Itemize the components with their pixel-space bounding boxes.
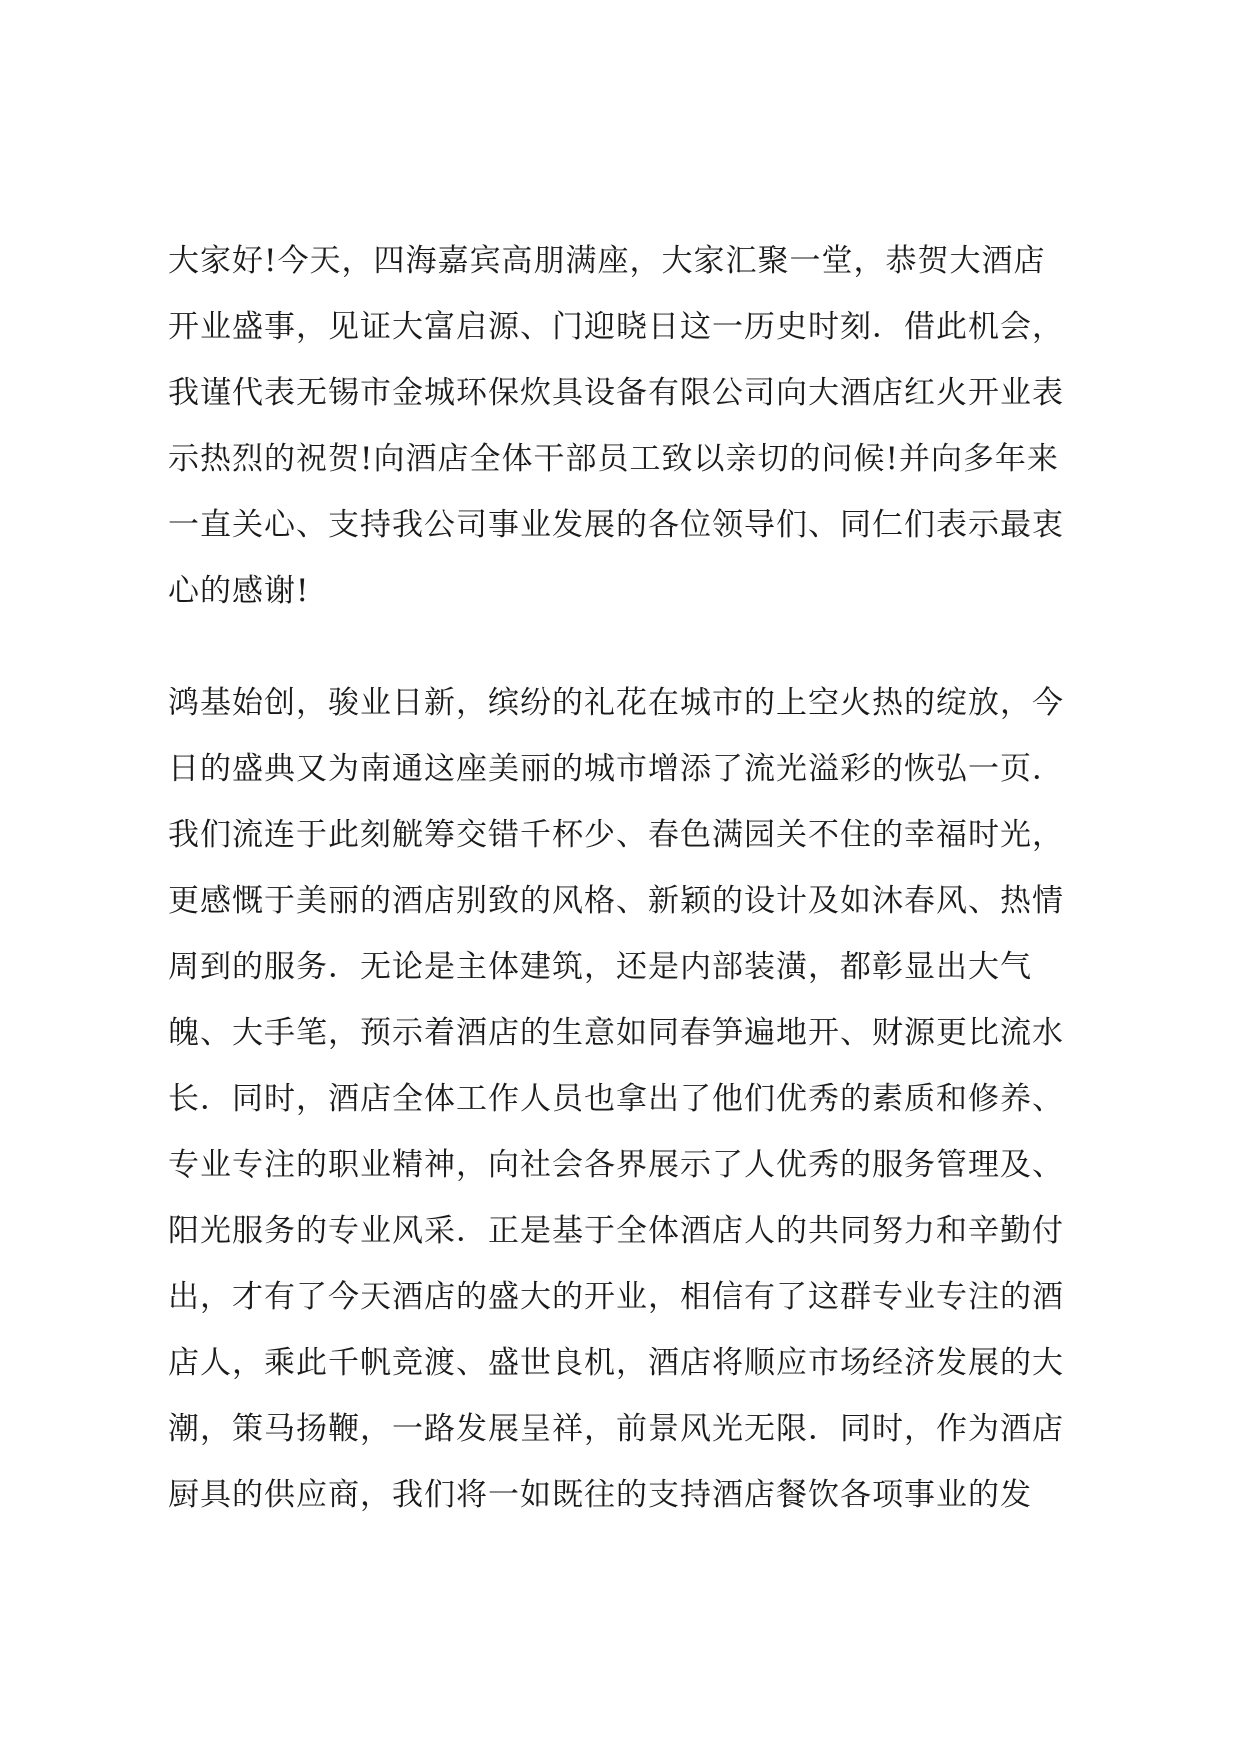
text-line: 我谨代表无锡市金城环保炊具设备有限公司向大酒店红火开业表 <box>168 375 1064 411</box>
text-line: 我们流连于此刻觥筹交错千杯少、春色满园关不住的幸福时光， <box>168 817 1064 853</box>
paragraph-body <box>168 670 1088 1528</box>
text-line: 大家好!今天，四海嘉宾高朋满座，大家汇聚一堂，恭贺大酒店 <box>168 243 1046 279</box>
text-line: 店人，乘此千帆竞渡、盛世良机，酒店将顺应市场经济发展的大 <box>168 1345 1064 1381</box>
text-line: 心的感谢! <box>168 573 310 609</box>
text-line: 魄、大手笔，预示着酒店的生意如同春笋遍地开、财源更比流水 <box>168 1015 1064 1051</box>
text-line: 厨具的供应商，我们将一如既往的支持酒店餐饮各项事业的发 <box>168 1477 1032 1513</box>
text-line: 鸿基始创，骏业日新，缤纷的礼花在城市的上空火热的绽放，今 <box>168 685 1064 721</box>
text-line: 开业盛事，见证大富启源、门迎晓日这一历史时刻．借此机会， <box>168 309 1064 345</box>
text-line: 长．同时，酒店全体工作人员也拿出了他们优秀的素质和修养、 <box>168 1081 1064 1117</box>
text-line: 潮，策马扬鞭，一路发展呈祥，前景风光无限．同时，作为酒店 <box>168 1411 1064 1447</box>
text-line: 日的盛典又为南通这座美丽的城市增添了流光溢彩的恢弘一页． <box>168 751 1064 787</box>
text-line: 更感慨于美丽的酒店别致的风格、新颖的设计及如沐春风、热情 <box>168 883 1064 919</box>
text-line: 周到的服务．无论是主体建筑，还是内部装潢，都彰显出大气 <box>168 949 1032 985</box>
text-line: 阳光服务的专业风采．正是基于全体酒店人的共同努力和辛勤付 <box>168 1213 1064 1249</box>
paragraph-greeting <box>168 228 1088 624</box>
text-line: 示热烈的祝贺!向酒店全体干部员工致以亲切的问候!并向多年来 <box>168 441 1059 477</box>
text-line: 专业专注的职业精神，向社会各界展示了人优秀的服务管理及、 <box>168 1147 1064 1183</box>
text-line: 出，才有了今天酒店的盛大的开业，相信有了这群专业专注的酒 <box>168 1279 1064 1315</box>
text-line: 一直关心、支持我公司事业发展的各位领导们、同仁们表示最衷 <box>168 507 1064 543</box>
